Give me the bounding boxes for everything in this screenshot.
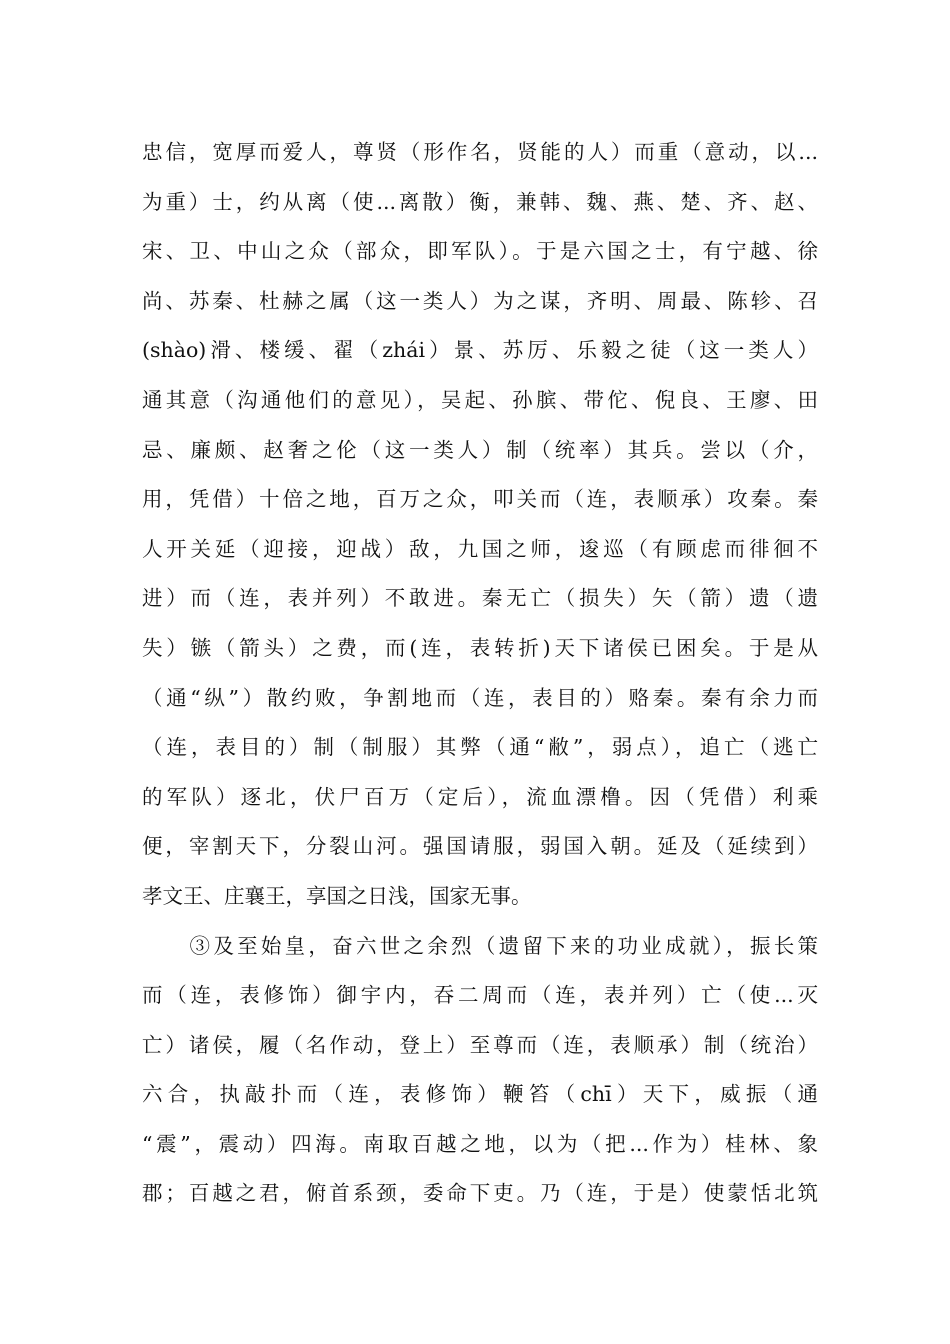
text-line: 尚、苏秦、杜赫之属（这一类人）为之谋，齐明、周最、陈轸、召 xyxy=(142,288,818,313)
text-line: ③及至始皇，奋六世之余烈（遗留下来的功业成就），振长策 xyxy=(142,933,818,958)
text-line: “震”，震动）四海。南取百越之地，以为（把...作为）桂林、象 xyxy=(142,1131,818,1156)
text-line: 忠信，宽厚而爱人，尊贤（形作名，贤能的人）而重（意动，以... xyxy=(142,140,818,164)
text-line: 用，凭借）十倍之地，百万之众，叩关而（连，表顺承）攻秦。秦 xyxy=(142,487,818,512)
text-line: 人开关延（迎接，迎战）敌，九国之师，逡巡（有顾虑而徘徊不 xyxy=(142,536,818,561)
text-line: 郡；百越之君，俯首系颈，委命下吏。乃（连，于是）使蒙恬北筑 xyxy=(142,1181,818,1206)
text-line: 为重）士，约从离（使...离散）衡，兼韩、魏、燕、楚、齐、赵、 xyxy=(142,189,818,214)
text-line: （通“纵”）散约败，争割地而（连，表目的）赂秦。秦有余力而 xyxy=(142,685,818,710)
text-line: 进）而（连，表并列）不敢进。秦无亡（损失）矢（箭）遗（遗 xyxy=(142,586,818,611)
text-line: 便，宰割天下，分裂山河。强国请服，弱国入朝。延及（延续到） xyxy=(142,834,818,859)
text-line: 孝文王、庄襄王，享国之日浅，国家无事。 xyxy=(142,883,532,908)
text-line: 而（连，表修饰）御宇内，吞二周而（连，表并列）亡（使...灭 xyxy=(142,983,818,1008)
text-line: 忌、廉颇、赵奢之伦（这一类人）制（统率）其兵。尝以（介， xyxy=(142,437,818,462)
text-line: (shào)滑、楼缓、翟（zhái）景、苏厉、乐毅之徒（这一类人） xyxy=(142,338,818,363)
text-line: 宋、卫、中山之众（部众，即军队）。于是六国之士，有宁越、徐 xyxy=(142,239,818,264)
text-line: （连，表目的）制（制服）其弊（通“敝”，弱点），追亡（逃亡 xyxy=(142,735,818,760)
text-line: 六合，执敲扑而（连，表修饰）鞭笞（chī）天下，威振（通 xyxy=(142,1082,818,1107)
text-line: 的军队）逐北，伏尸百万（定后），流血漂橹。因（凭借）利乘 xyxy=(142,784,818,809)
body-text xyxy=(142,128,818,1219)
text-line: 通其意（沟通他们的意见），吴起、孙膑、带佗、倪良、王廖、田 xyxy=(142,387,818,412)
text-line: 亡）诸侯，履（名作动，登上）至尊而（连，表顺承）制（统治） xyxy=(142,1032,818,1057)
text-line: 失）镞（箭头）之费，而(连，表转折)天下诸侯已困矣。于是从 xyxy=(142,635,818,660)
